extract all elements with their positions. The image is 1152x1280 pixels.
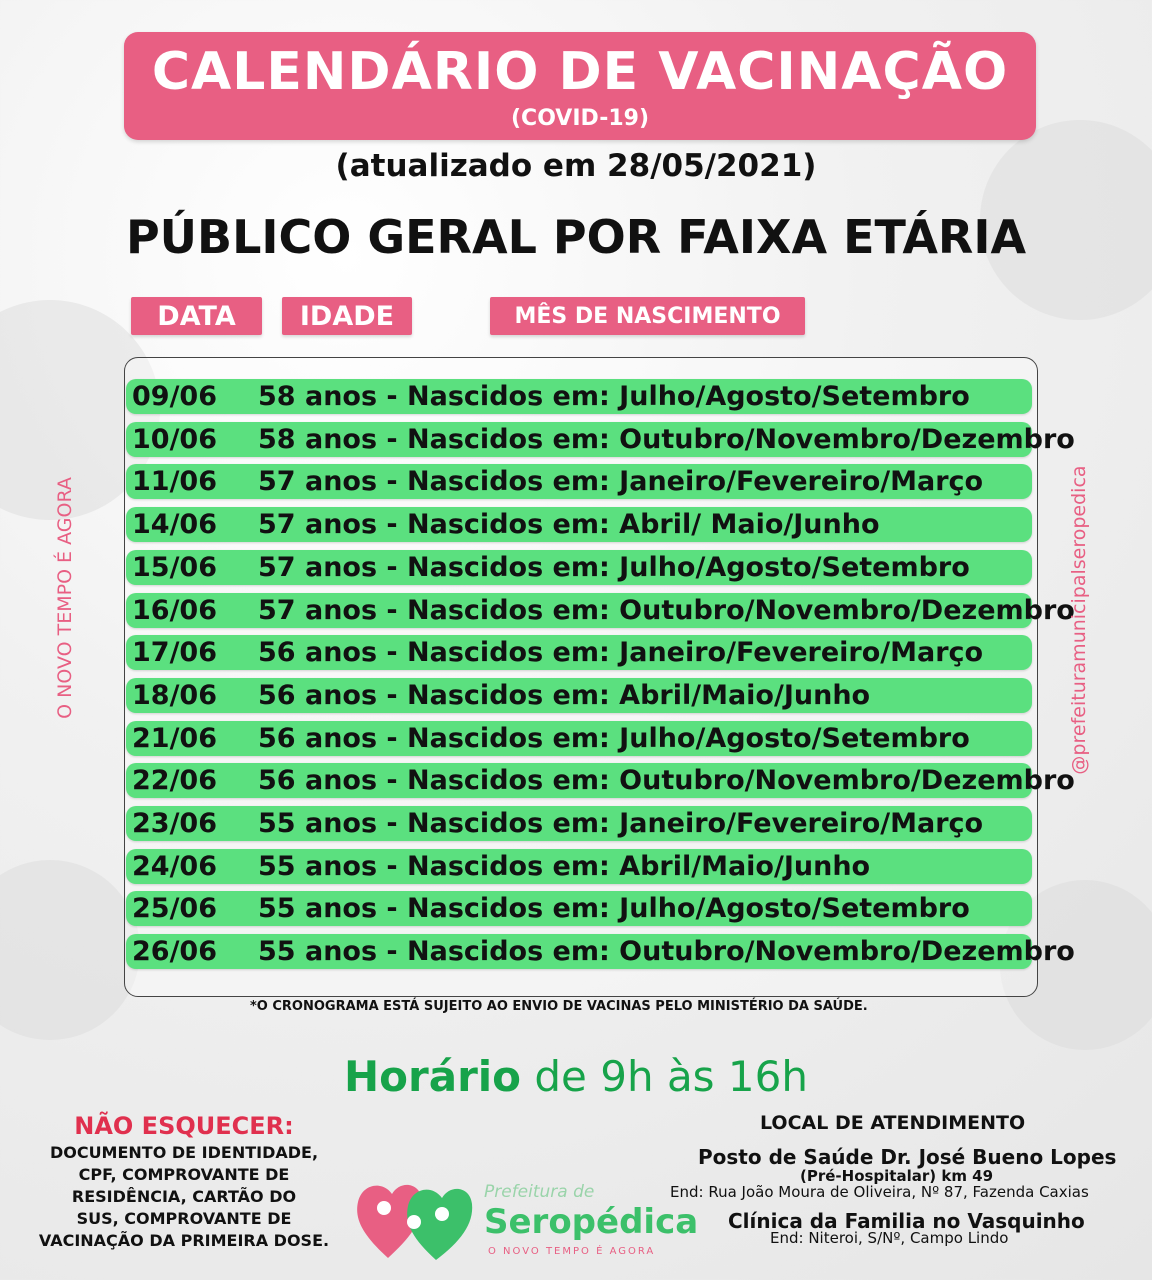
row-description: 56 anos - Nascidos em: Abril/Maio/Junho (258, 680, 871, 711)
remember-line: CPF, COMPROVANTE DE (78, 1165, 290, 1184)
row-date: 16/06 (132, 595, 218, 626)
row-date: 15/06 (132, 552, 218, 583)
row-date: 21/06 (132, 723, 218, 754)
hours-label: Horário (344, 1052, 522, 1101)
city-logo (354, 1170, 698, 1270)
column-label-age: IDADE (282, 297, 412, 335)
row-description: 56 anos - Nascidos em: Julho/Agosto/Setembro (258, 723, 970, 754)
remember-documents (14, 1142, 354, 1252)
table-row (126, 806, 1032, 841)
row-date: 26/06 (132, 936, 218, 967)
table-row (126, 891, 1032, 926)
background-virus-shape (0, 860, 140, 1040)
row-description: 58 anos - Nascidos em: Outubro/Novembro/Dezembro (258, 424, 1075, 455)
location-2-name: Clínica da Familia no Vasquinho (728, 1209, 1085, 1233)
logo-prefix: Prefeitura de (484, 1182, 595, 1202)
row-description: 57 anos - Nascidos em: Abril/ Maio/Junho (258, 509, 880, 540)
row-date: 23/06 (132, 808, 218, 839)
row-description: 55 anos - Nascidos em: Janeiro/Fevereiro/Março (258, 808, 984, 839)
row-description: 57 anos - Nascidos em: Janeiro/Fevereiro/Março (258, 466, 984, 497)
location-title: LOCAL DE ATENDIMENTO (760, 1112, 1026, 1134)
logo-name: Seropédica (484, 1202, 699, 1242)
row-description: 55 anos - Nascidos em: Outubro/Novembro/Dezembro (258, 936, 1075, 967)
row-description: 56 anos - Nascidos em: Janeiro/Fevereiro/Março (258, 637, 984, 668)
table-row (126, 763, 1075, 798)
table-row (126, 422, 1075, 457)
table-row (126, 934, 1075, 969)
page-title: CALENDÁRIO DE VACINAÇÃO (151, 42, 1009, 102)
table-row (126, 635, 1032, 670)
row-date: 17/06 (132, 637, 218, 668)
side-slogan: O NOVO TEMPO É AGORA (54, 477, 76, 719)
row-date: 14/06 (132, 509, 218, 540)
row-description: 57 anos - Nascidos em: Outubro/Novembro/Dezembro (258, 595, 1075, 626)
row-date: 09/06 (132, 381, 218, 412)
table-row (126, 507, 1032, 542)
hours-value: de 9h às 16h (521, 1052, 808, 1101)
logo-tagline: O NOVO TEMPO É AGORA (488, 1246, 656, 1257)
row-description: 55 anos - Nascidos em: Julho/Agosto/Setembro (258, 893, 970, 924)
page-subtitle: (COVID-19) (511, 106, 649, 131)
table-row (126, 593, 1075, 628)
location-1-sub: (Pré-Hospitalar) km 49 (800, 1167, 994, 1185)
table-row (126, 849, 1032, 884)
remember-line: RESIDÊNCIA, CARTÃO DO (71, 1187, 297, 1206)
column-label-date: DATA (131, 297, 262, 335)
opening-hours (0, 1052, 1152, 1101)
row-date: 25/06 (132, 893, 218, 924)
remember-line: SUS, COMPROVANTE DE (76, 1209, 292, 1228)
remember-title: NÃO ESQUECER: (74, 1112, 294, 1140)
table-row (126, 379, 1032, 414)
row-date: 18/06 (132, 680, 218, 711)
location-1-name: Posto de Saúde Dr. José Bueno Lopes (698, 1145, 1117, 1169)
table-row (126, 678, 1032, 713)
row-date: 10/06 (132, 424, 218, 455)
remember-line: VACINAÇÃO DA PRIMEIRA DOSE. (38, 1231, 330, 1250)
row-description: 58 anos - Nascidos em: Julho/Agosto/Setembro (258, 381, 970, 412)
row-description: 56 anos - Nascidos em: Outubro/Novembro/Dezembro (258, 765, 1075, 796)
updated-date: (atualizado em 28/05/2021) (335, 148, 817, 184)
row-description: 55 anos - Nascidos em: Abril/Maio/Junho (258, 851, 871, 882)
side-social-handle: @prefeituramunicipalseropedica (1068, 465, 1090, 775)
remember-line: DOCUMENTO DE IDENTIDADE, (49, 1143, 319, 1162)
column-label-birth-month: MÊS DE NASCIMENTO (490, 297, 805, 335)
location-2-address: End: Niteroi, S/Nº, Campo Lindo (770, 1229, 1009, 1247)
footnote: *O CRONOGRAMA ESTÁ SUJEITO AO ENVIO DE VACINAS PELO MINISTÉRIO DA SAÚDE. (250, 999, 868, 1014)
table-row (126, 464, 1032, 499)
table-row (126, 550, 1032, 585)
row-date: 11/06 (132, 466, 218, 497)
row-date: 24/06 (132, 851, 218, 882)
table-row (126, 721, 1032, 756)
row-date: 22/06 (132, 765, 218, 796)
hearts-logo-icon (354, 1172, 478, 1264)
section-title: PÚBLICO GERAL POR FAIXA ETÁRIA (125, 210, 1027, 264)
header-banner (124, 32, 1036, 140)
location-1-address: End: Rua João Moura de Oliveira, Nº 87, Fazenda Caxias (670, 1183, 1089, 1201)
row-description: 57 anos - Nascidos em: Julho/Agosto/Setembro (258, 552, 970, 583)
